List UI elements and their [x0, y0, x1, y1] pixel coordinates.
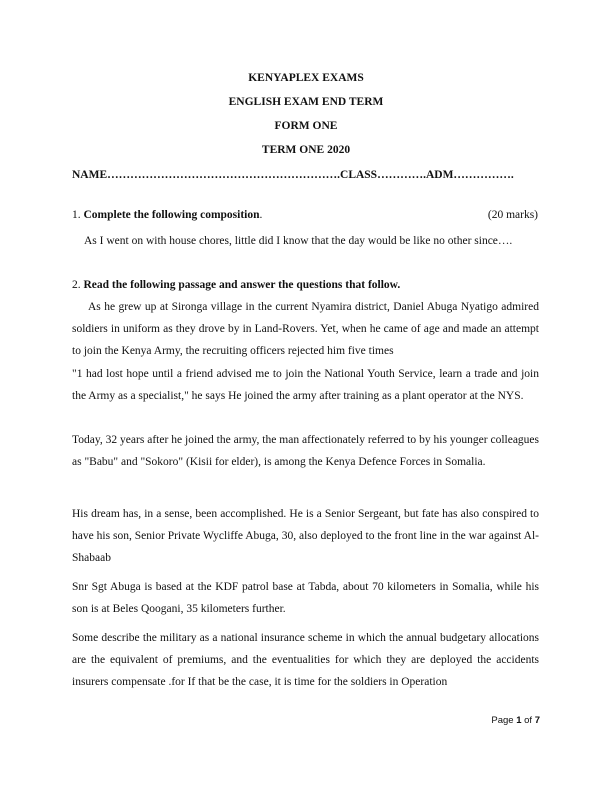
term-title: TERM ONE 2020: [261, 144, 351, 156]
question-1-instruction: Complete the following composition: [83, 209, 260, 221]
student-details-line: NAME…………………………………………………….CLASS………….ADM…………….: [72, 169, 514, 181]
passage-text: Today, 32 years after he joined the army, the man affectionately referred to by his younger colleagues as "Babu" and "Sokoro" (Kisii for elder), is among the Kenya Defence Forces in Somalia.: [72, 434, 539, 469]
question-2: [72, 279, 400, 291]
composition-prompt: As I went on with house chores, little did I know that the day would be like no other since….: [84, 235, 513, 247]
question-1-marks: (20 marks): [487, 209, 538, 221]
passage-text: His dream has, in a sense, been accomplished. He is a Senior Sergeant, but fate has also conspired to have his son, Senior Private Wycliffe Abuga, 30, also deployed to the front line in the war against Al-Shabaab: [72, 508, 539, 565]
passage-paragraph-1: [72, 296, 539, 407]
form-title: FORM ONE: [274, 120, 338, 132]
page-number: [491, 715, 540, 726]
passage-text: As he grew up at Sironga village in the current Nyamira district, Daniel Abuga Nyatigo admired soldiers in uniform as they drove by in Land-Rovers. Yet, when he came of age and made an attempt to join the Kenya Army, the recruiting officers rejected him five times: [72, 301, 539, 358]
passage-text: Snr Sgt Abuga is based at the KDF patrol base at Tabda, about 70 kilometers in Somalia, while his son is at Beles Qoogani, 35 kilometers further.: [72, 581, 539, 616]
total-pages: 7: [534, 715, 540, 726]
question-1-period: .: [259, 209, 263, 221]
question-2-instruction: Read the following passage and answer the questions that follow.: [83, 279, 401, 291]
passage-paragraph-4: [72, 576, 539, 620]
school-title: KENYAPLEX EXAMS: [248, 72, 364, 84]
page-label: Page: [491, 715, 514, 726]
exam-title: ENGLISH EXAM END TERM: [228, 96, 384, 108]
passage-paragraph-3: [72, 503, 539, 570]
of-label: of: [524, 715, 533, 726]
passage-text: "1 had lost hope until a friend advised me to join the National Youth Service, learn a trade and join the Army as a specialist," he says He joined the army after training as a plant operator at the NYS.: [72, 367, 539, 402]
question-2-number: 2.: [72, 279, 81, 291]
question-1-number: 1.: [72, 209, 81, 221]
question-1: [72, 209, 542, 221]
passage-paragraph-5: [72, 627, 539, 694]
passage-text: Some describe the military as a national insurance scheme in which the annual budgetary allocations are the equivalent of premiums, and the eventualities for which they are deployed the accidents insurers compensate .for If that be the case, it is time for the soldiers in Operation: [72, 632, 539, 689]
passage-paragraph-2: [72, 429, 539, 473]
current-page: 1: [516, 715, 522, 726]
